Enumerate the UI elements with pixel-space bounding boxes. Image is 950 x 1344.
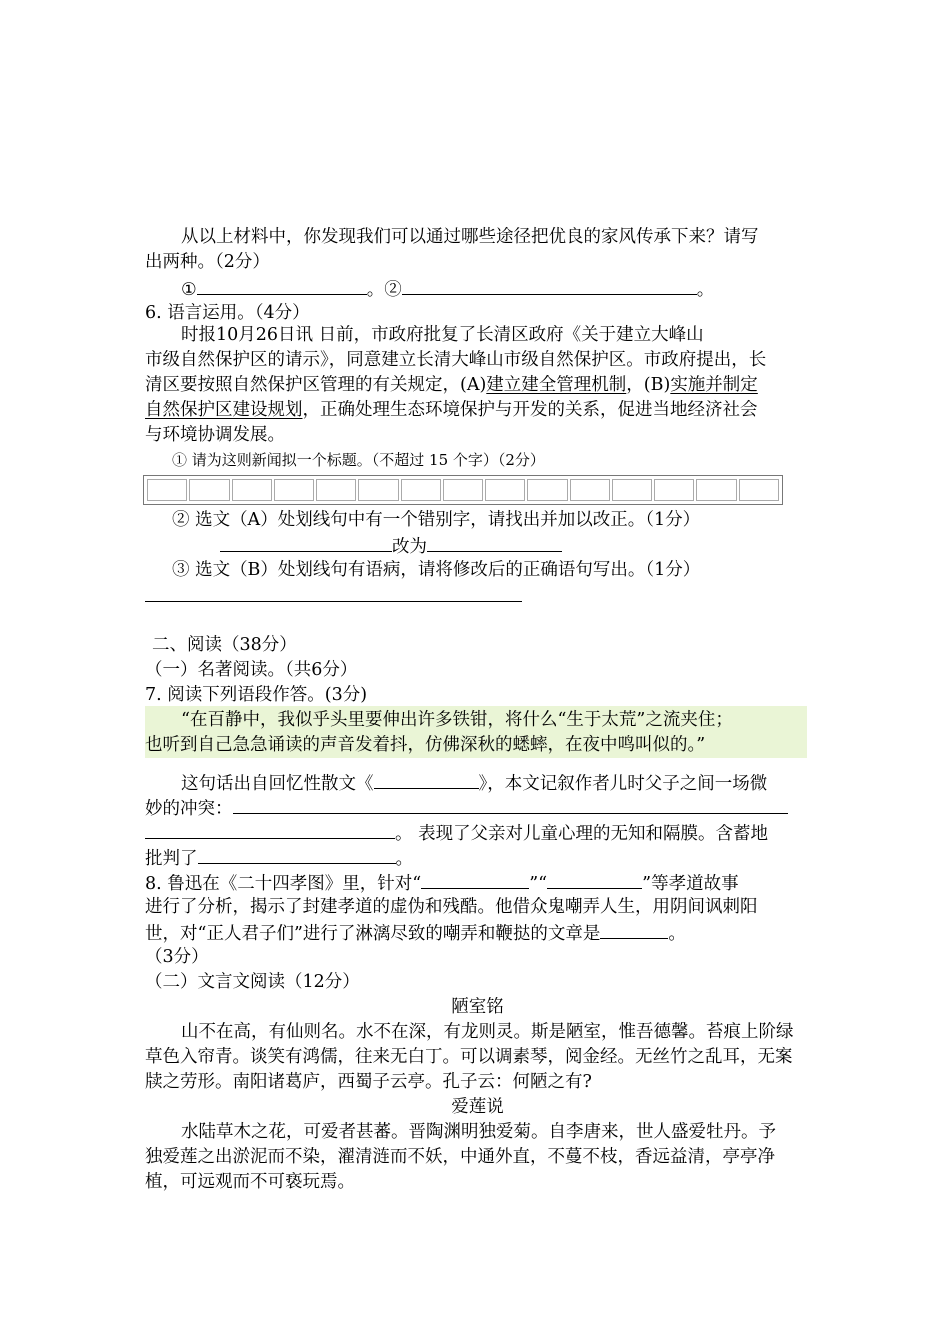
grid-cell[interactable] — [189, 479, 229, 501]
q8-score: （3分） — [145, 947, 209, 967]
quote-line1: “在百静中，我似乎头里要伸出许多铁钳，将什么“生于太荒”之流夹住； — [181, 710, 733, 730]
q7-text: 。 表现了父亲对儿童心理的无知和隔膜。含蓄地 — [395, 824, 769, 844]
conflict-blank-2[interactable] — [145, 820, 395, 839]
grid-cell[interactable] — [274, 479, 314, 501]
part1-title: （一）名著阅读。（共6分） — [145, 660, 358, 680]
q6-news-line4 — [145, 398, 810, 423]
q5-prompt-line1: 从以上材料中，你发现我们可以通过哪些途径把优良的家风传承下来？请写 — [181, 227, 759, 247]
q6-sub3: ③ 选文（B）处划线句有语病，请将修改后的正确语句写出。（1分） — [172, 560, 701, 580]
text2-line2: 独爱莲之出淤泥而不染，濯清涟而不妖，中通外直，不蔓不枝，香远益清，亭亭净 — [145, 1147, 775, 1167]
news-text: 清区要按照自然保护区管理的有关规定，(A) — [145, 375, 487, 395]
q6-sub1: ① 请为这则新闻拟一个标题。（不超过 15 个字）（2分） — [172, 451, 545, 469]
q8-line2: 进行了分析，揭示了封建孝道的虚伪和残酷。他借众鬼嘲弄人生，用阴间讽刺阳 — [145, 897, 758, 917]
text1-line2: 草色入帘青。谈笑有鸿儒，往来无白丁。可以调素琴，阅金经。无丝竹之乱耳，无案 — [145, 1047, 793, 1067]
section2-title: 二、阅读（38分） — [152, 635, 297, 655]
change-to-label: 改为 — [392, 537, 427, 557]
part2-title: （二）文言文阅读（12分） — [145, 972, 360, 992]
essay-title-blank[interactable] — [374, 770, 479, 789]
grid-cell[interactable] — [316, 479, 356, 501]
answer-blank-1[interactable] — [197, 276, 367, 295]
grid-cell[interactable] — [739, 479, 779, 501]
q6-sub2-answer — [220, 533, 885, 560]
story-blank-2[interactable] — [547, 870, 642, 889]
wrong-char-blank[interactable] — [220, 533, 392, 552]
text1-title: 陋室铭 — [451, 997, 504, 1017]
q5-prompt-line2: 出两种。（2分） — [145, 252, 270, 272]
text2-line1: 水陆草木之花，可爱者甚蕃。晋陶渊明独爱菊。自李唐来，世人盛爱牡丹。予 — [181, 1122, 776, 1142]
answer-separator: 。② — [366, 280, 402, 300]
grid-cell[interactable] — [401, 479, 441, 501]
q7-line3 — [145, 820, 810, 847]
q8-text: ”等孝道故事 — [642, 874, 739, 894]
answer-marker-1: ① — [181, 280, 197, 300]
grid-cell[interactable] — [358, 479, 398, 501]
q6-news-line5: 与环境协调发展。 — [145, 425, 285, 445]
grid-cell[interactable] — [443, 479, 483, 501]
news-text: ，(B) — [626, 375, 671, 395]
text2-title: 爱莲说 — [451, 1097, 504, 1117]
criticism-blank[interactable] — [198, 845, 396, 864]
underlined-sentence-a: 建立建全管理机制 — [486, 375, 627, 395]
q8-text: ”“ — [529, 874, 548, 894]
q6-sub3-answer — [145, 583, 810, 610]
article-blank[interactable] — [600, 920, 668, 939]
q7-title: 7. 阅读下列语段作答。(3分) — [145, 685, 368, 705]
quote-line2: 也听到自己急急诵读的声音发着抖，仿佛深秋的蟋蟀，在夜中鸣叫似的。” — [145, 735, 706, 755]
text1-line3: 牍之劳形。南阳诸葛庐，西蜀子云亭。孔子云：何陋之有? — [145, 1072, 592, 1092]
q8-text: 世，对“正人君子们”进行了淋漓尽致的嘲弄和鞭挞的文章是 — [145, 924, 601, 944]
text2-line3: 植，可远观而不可亵玩焉。 — [145, 1172, 355, 1192]
grid-cell[interactable] — [232, 479, 272, 501]
grid-cell[interactable] — [147, 479, 187, 501]
revised-sentence-blank[interactable] — [145, 583, 522, 602]
q6-sub2: ② 选文（A）处划线句中有一个错别字，请找出并加以改正。（1分） — [172, 510, 701, 530]
q8-text: 8. 鲁迅在《二十四孝图》里，针对“ — [145, 874, 422, 894]
text1-line1: 山不在高，有仙则名。水不在深，有龙则灵。斯是陋室，惟吾德馨。苔痕上阶绿 — [181, 1022, 794, 1042]
q6-news-line2: 市级自然保护区的请示》，同意建立长清大峰山市级自然保护区。市政府提出，长 — [145, 350, 767, 370]
q7-line4 — [145, 845, 810, 872]
q5-answer-line — [145, 276, 846, 303]
q8-text: 。 — [668, 924, 686, 944]
title-answer-grid[interactable] — [143, 475, 783, 505]
q7-text: 批判了 — [145, 849, 198, 869]
answer-end: 。 — [696, 280, 715, 300]
answer-blank-2[interactable] — [402, 276, 697, 295]
corrected-char-blank[interactable] — [427, 533, 562, 552]
q7-text: 这句话出自回忆性散文《 — [181, 774, 374, 794]
q6-news-line3 — [145, 373, 810, 398]
q6-news-line1: 时报10月26日讯 日前，市政府批复了长清区政府《关于建立大峰山 — [181, 325, 704, 345]
grid-cell[interactable] — [570, 479, 610, 501]
q8-line3 — [145, 920, 810, 947]
q7-text: 》，本文记叙作者儿时父子之间一场微 — [478, 774, 768, 794]
grid-cell[interactable] — [654, 479, 694, 501]
underlined-sentence-b-part1: 实施并制定 — [670, 375, 758, 395]
q7-text: 妙的冲突： — [145, 799, 233, 819]
q8-line1 — [145, 870, 810, 897]
story-blank-1[interactable] — [421, 870, 529, 889]
grid-cell[interactable] — [612, 479, 652, 501]
grid-cell[interactable] — [696, 479, 736, 501]
grid-cell[interactable] — [527, 479, 567, 501]
q7-line1 — [145, 770, 846, 797]
q7-text: 。 — [395, 849, 413, 869]
underlined-sentence-b-part2: 自然保护区建设规划 — [145, 400, 303, 420]
news-text: ，正确处理生态环境保护与开发的关系，促进当地经济社会 — [302, 400, 758, 420]
q7-line2 — [145, 795, 810, 822]
grid-cell[interactable] — [485, 479, 525, 501]
q6-title: 6. 语言运用。（4分） — [145, 303, 310, 323]
conflict-blank-1[interactable] — [233, 795, 788, 814]
